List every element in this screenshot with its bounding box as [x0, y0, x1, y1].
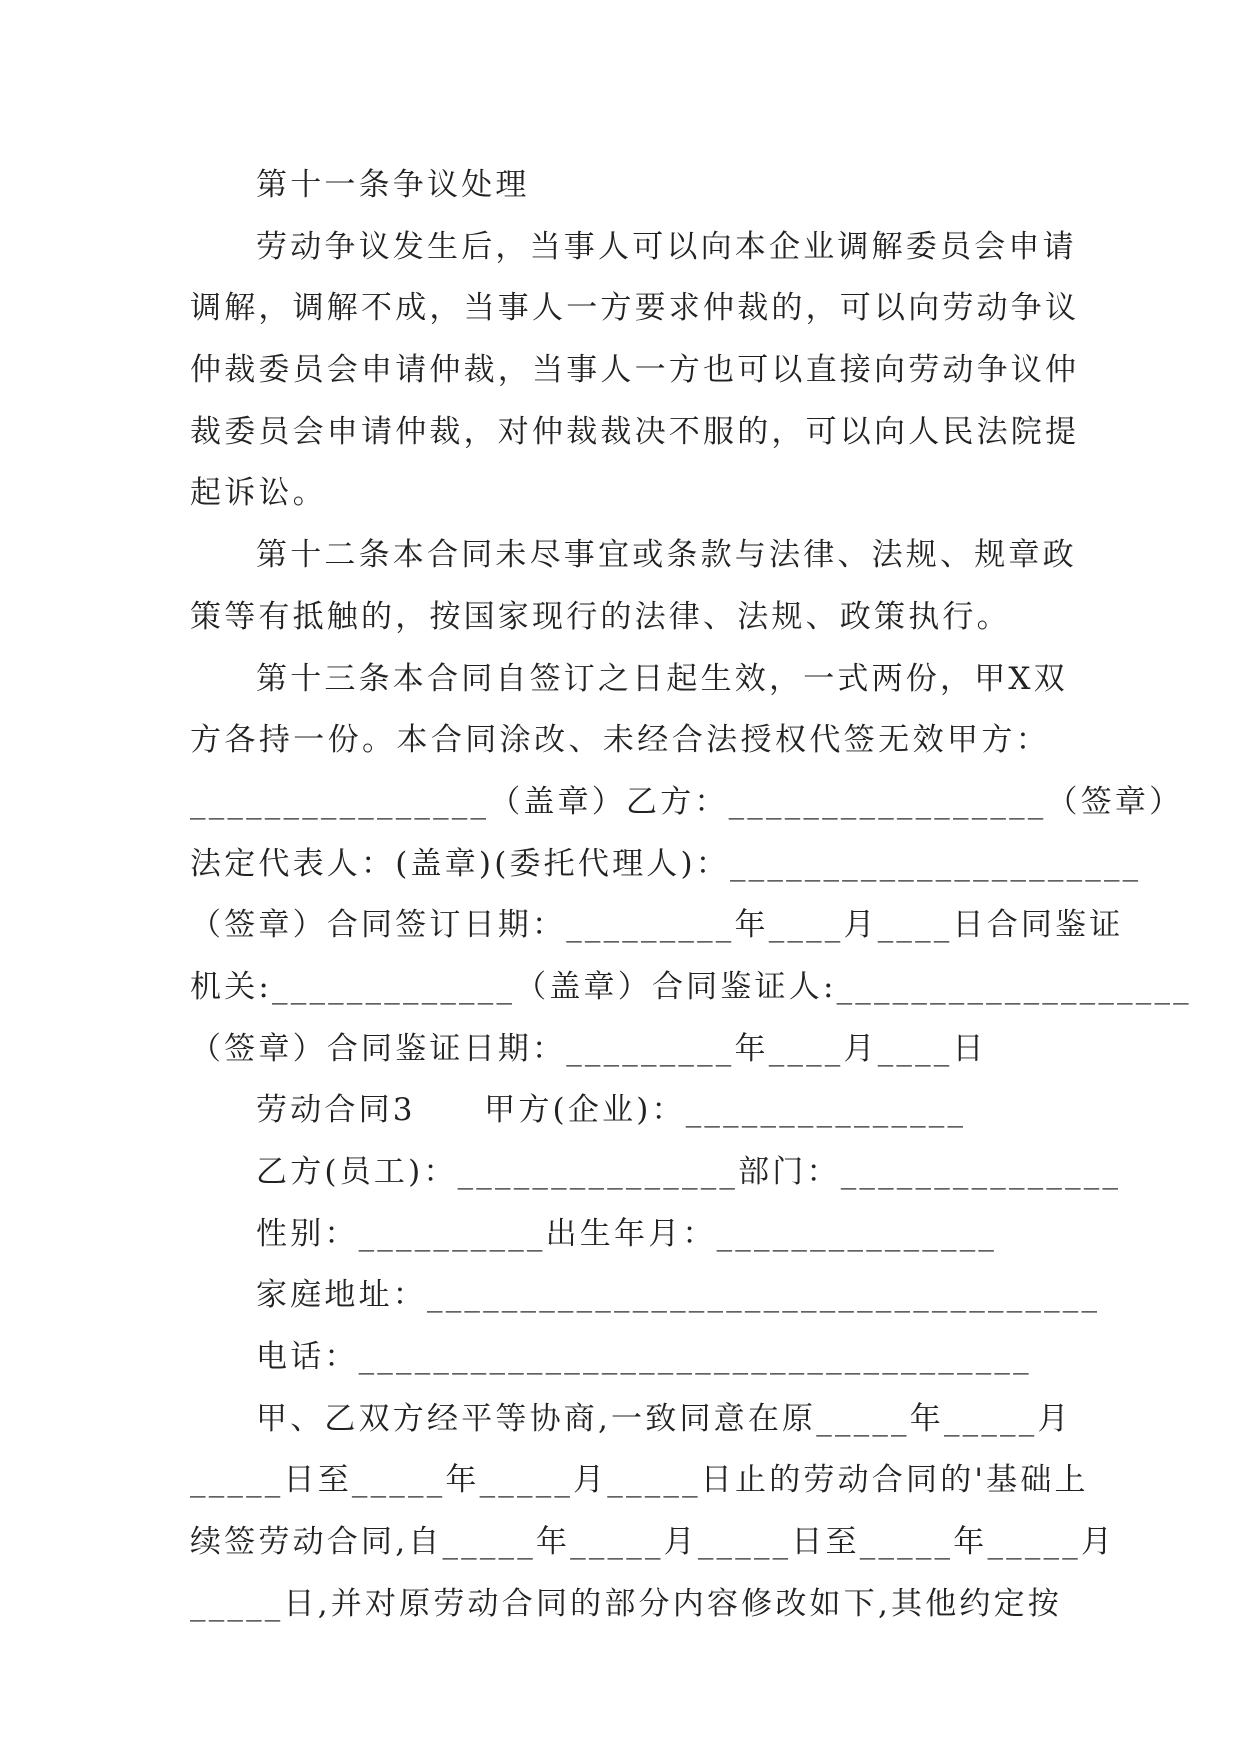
- verification-date-line: （签章）合同鉴证日期：_________年____月____日: [190, 1030, 987, 1067]
- contract-body: [190, 155, 1192, 1636]
- contract-3-heading: 劳动合同3 甲方(企业)：_______________: [256, 1092, 967, 1129]
- clause-13-text: 第十三条本合同自签订之日起生效，一式两份，甲X双: [256, 660, 1068, 697]
- signature-line: 法定代表人：(盖章)(委托代理人)：______________________: [190, 845, 1142, 882]
- clause-11-heading: 第十一条争议处理: [256, 167, 530, 203]
- clause-12-text: 策等有抵触的，按国家现行的法律、法规、政策执行。: [190, 598, 1011, 635]
- clause-11-text: 劳动争议发生后，当事人可以向本企业调解委员会申请: [256, 228, 1077, 265]
- clause-13-text: 方各持一份。本合同涂改、未经合法授权代签无效甲方：: [190, 722, 1050, 759]
- gender-birth-field-line: 性别：__________出生年月：_______________: [256, 1215, 998, 1252]
- renewal-paragraph: _____日至_____年_____月_____日止的劳动合同的'基础上: [190, 1462, 1089, 1499]
- address-field-line: 家庭地址：____________________________________: [256, 1277, 1101, 1314]
- phone-field-line: 电话：____________________________________: [256, 1339, 1032, 1376]
- clause-11-text: 调解，调解不成，当事人一方要求仲裁的，可以向劳动争议: [190, 290, 1080, 327]
- clause-11-text: 起诉讼。: [190, 475, 327, 512]
- signature-line: ________________（盖章）乙方：_________________（签章）: [190, 783, 1184, 820]
- renewal-paragraph: 续签劳动合同,自_____年_____月_____日至_____年_____月: [190, 1524, 1116, 1561]
- signature-date-line: （签章）合同签订日期：_________年____月____日合同鉴证: [190, 907, 1124, 944]
- clause-11-text: 仲裁委员会申请仲裁，当事人一方也可以直接向劳动争议仲: [190, 352, 1080, 389]
- verification-line: 机关:_____________（盖章）合同鉴证人:___________________: [190, 968, 1192, 1005]
- employee-field-line: 乙方(员工)：_______________部门：_______________: [256, 1154, 1122, 1190]
- clause-12-text: 第十二条本合同未尽事宜或条款与法律、法规、规章政: [256, 537, 1077, 574]
- renewal-paragraph: _____日,并对原劳动合同的部分内容修改如下,其他约定按: [190, 1585, 1063, 1622]
- clause-11-text: 裁委员会申请仲裁，对仲裁裁决不服的，可以向人民法院提: [190, 413, 1080, 450]
- renewal-paragraph: 甲、乙双方经平等协商,一致同意在原_____年_____月: [256, 1400, 1072, 1437]
